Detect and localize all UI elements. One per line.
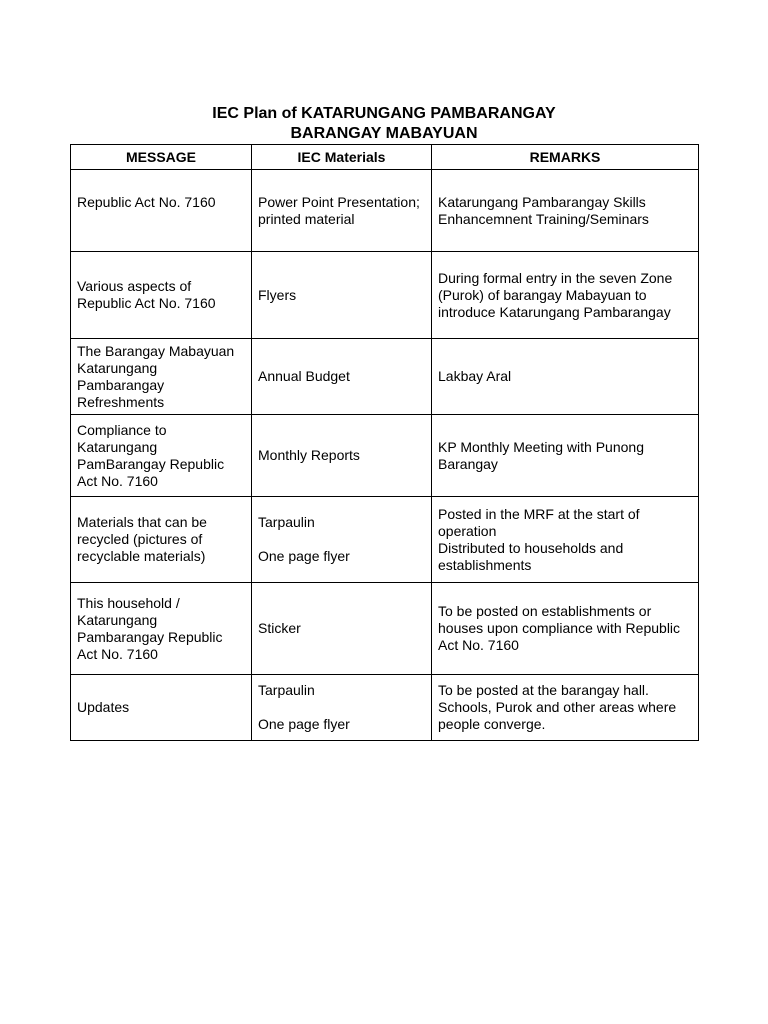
remark-text: Katarungang Pambarangay Skills Enhancemnent Training/Seminars [438,194,649,227]
message-text: Compliance to Katarungang PamBarangay Republic Act No. 7160 [77,421,225,489]
remark-text: To be posted on establishments or houses upon compliance with Republic Act No. 7160 [438,603,681,653]
material-text: Monthly Reports [258,447,360,463]
remarks-cell [432,583,699,675]
header-iec-materials: IEC Materials [252,145,432,170]
table-row [71,497,699,583]
message-cell [71,415,252,497]
header-remarks: REMARKS [432,145,699,170]
message-cell [71,170,252,252]
material-spacer [258,699,425,716]
message-cell [71,675,252,741]
material-text: Power Point Presentation; printed material [258,194,420,227]
material-text: One page flyer [258,548,350,564]
message-text: Republic Act No. 7160 [77,194,216,210]
materials-cell [252,170,432,252]
remark-text: KP Monthly Meeting with Punong Barangay [438,438,644,472]
message-text: Updates [77,699,130,715]
remark-text: During formal entry in the seven Zone (Purok) of barangay Mabayuan to introduce Katarungang Pambarangay [438,269,673,320]
materials-cell [252,675,432,741]
material-text: Annual Budget [258,368,350,384]
remark-text: Lakbay Aral [438,368,512,384]
material-text: Flyers [258,286,297,303]
material-text: Sticker [258,620,301,636]
message-cell [71,583,252,675]
material-text: Tarpaulin [258,682,315,698]
table-row [71,339,699,415]
message-text: Various aspects of Republic Act No. 7160 [77,278,216,311]
materials-cell [252,583,432,675]
remarks-cell [432,497,699,583]
materials-cell [252,339,432,415]
remarks-cell [432,415,699,497]
material-spacer [258,531,425,548]
message-text: Materials that can be recycled (pictures of recyclable materials) [77,514,207,564]
message-text: This household / Katarungang Pambarangay Republic Act No. 7160 [77,594,223,662]
material-text: Tarpaulin [258,514,315,530]
document-subtitle: BARANGAY MABAYUAN [290,125,478,142]
header-message: MESSAGE [71,145,252,170]
iec-plan-table [70,144,699,741]
table-row [71,675,699,741]
table-row [71,170,699,252]
table-row [71,415,699,497]
remark-text: Distributed to households and establishments [438,539,624,573]
message-text: The Barangay Mabayuan Katarungang Pambarangay Refreshments [77,342,235,410]
materials-cell [252,415,432,497]
message-cell [71,252,252,339]
remark-text: Schools, Purok and other areas where people converge. [438,699,677,732]
remark-text: To be posted at the barangay hall. [438,682,649,698]
table-row [71,252,699,339]
materials-cell [252,497,432,583]
remarks-cell [432,252,699,339]
remarks-cell [432,675,699,741]
document-title: IEC Plan of KATARUNGANG PAMBARANGAY [212,105,556,122]
message-cell [71,339,252,415]
materials-cell [252,252,432,339]
message-cell [71,497,252,583]
table-header-row [71,145,699,170]
table-row [71,583,699,675]
material-text: One page flyer [258,716,350,732]
remark-text: Posted in the MRF at the start of operation [438,505,640,539]
remarks-cell [432,339,699,415]
remarks-cell [432,170,699,252]
